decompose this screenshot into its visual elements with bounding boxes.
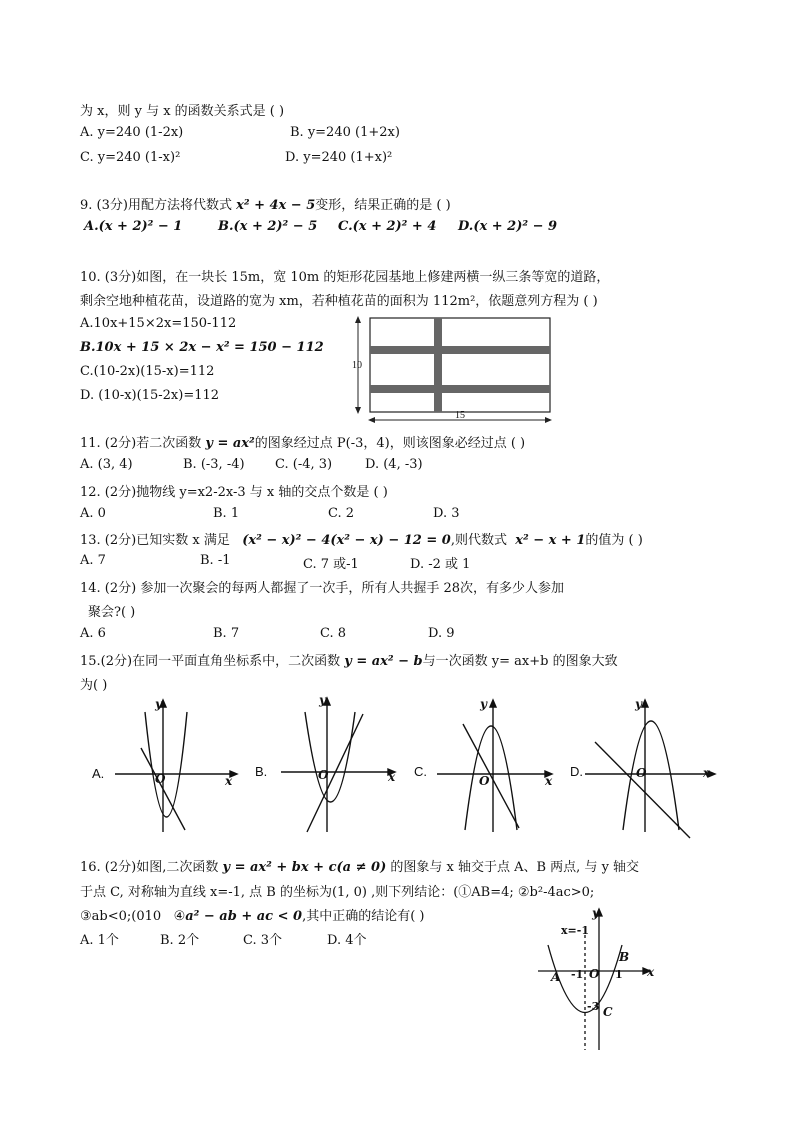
q10-option-a[interactable]: A.10x+15×2x=150-112 [80, 316, 237, 331]
q9-prefix: 9. (3分)用配方法将代数式 [80, 198, 232, 213]
q15-a-y-label: y [155, 697, 162, 711]
q16-line3-expr: a² − ab + ac < 0 [185, 909, 303, 924]
q15-label-b[interactable]: B. [255, 764, 268, 779]
q15-label-c[interactable]: C. [414, 764, 427, 779]
q9-option-c[interactable]: C.(x + 2)² + 4 [338, 219, 437, 234]
q15-prefix: 15.(2分)在同一平面直角坐标系中，二次函数 [80, 654, 341, 669]
q16-line3b: ④ [173, 909, 186, 924]
q8-option-b[interactable]: B. y=240 (1+2x) [290, 125, 400, 140]
q15-c-x-label: x [545, 774, 553, 788]
q13-option-b[interactable]: B. -1 [200, 553, 231, 568]
q16-neg1-label: -1 [571, 968, 584, 981]
garden-rect [370, 318, 550, 412]
q11-option-d[interactable]: D. (4, -3) [365, 457, 423, 472]
q16-one-label: 1 [615, 968, 623, 981]
q13-expr2: x² − x + 1 [515, 533, 586, 548]
q15-d-y-label: y [635, 697, 642, 711]
q10-garden-figure [348, 312, 558, 428]
q16-symmetry-label: x=-1 [561, 924, 589, 937]
q11-prefix: 11. (2分)若二次函数 [80, 436, 202, 451]
q10-option-b[interactable]: B.10x + 15 × 2x − x² = 150 − 112 [80, 340, 324, 355]
q11-option-a[interactable]: A. (3, 4) [80, 457, 133, 472]
graph-b-line [307, 714, 363, 832]
q12-option-d[interactable]: D. 3 [433, 506, 460, 521]
q9-expr: x² + 4x − 5 [236, 198, 316, 213]
q15-expr: y = ax² − b [344, 654, 423, 669]
q16-suffix: 的图象与 x 轴交于点 A、B 两点, 与 y 轴交 [390, 860, 640, 875]
q10-width-label: 15 [455, 410, 465, 421]
road-vertical [434, 318, 442, 412]
q13-stem [80, 529, 643, 548]
q15-a-origin: O [155, 772, 166, 786]
q8-option-c[interactable]: C. y=240 (1-x)² [80, 150, 181, 165]
q9-suffix: 变形，结果正确的是 ( ) [315, 198, 451, 213]
q16-option-d[interactable]: D. 4个 [327, 933, 367, 948]
q16-line3a: ③ab<0;(010 [80, 909, 162, 924]
graph-d [585, 700, 715, 838]
q15-label-a[interactable]: A. [92, 766, 105, 781]
q16-y-label: y [592, 906, 599, 920]
q16-point-b: B [619, 950, 630, 964]
q10-stem-line2: 剩余空地种植花苗，设道路的宽为 xm，若种植花苗的面积为 112m²，依题意列方程为 ( ) [80, 294, 598, 309]
q9-stem [80, 194, 451, 213]
q12-option-a[interactable]: A. 0 [80, 506, 106, 521]
q8-option-a[interactable]: A. y=240 (1-2x) [80, 125, 184, 140]
q15-c-origin: O [479, 774, 490, 788]
q14-option-c[interactable]: C. 8 [320, 626, 347, 641]
q15-b-origin: O [318, 768, 329, 782]
q16-x-label: x [647, 965, 655, 979]
q10-option-d[interactable]: D. (10-x)(15-2x)=112 [80, 388, 220, 403]
q16-point-c: C [603, 1005, 613, 1019]
q8-stem: 为 x，则 y 与 x 的函数关系式是 ( ) [80, 104, 285, 119]
q16-stem-line3 [80, 905, 425, 924]
road-horizontal-1 [370, 346, 550, 354]
q16-stem-line2: 于点 C, 对称轴为直线 x=-1, 点 B 的坐标为(1, 0) ,则下列结论：(①AB=4; ②b²-4ac>0; [80, 885, 595, 900]
q16-option-a[interactable]: A. 1个 [80, 933, 119, 948]
q14-option-d[interactable]: D. 9 [428, 626, 455, 641]
q13-option-c[interactable]: C. 7 或-1 [303, 557, 359, 572]
q9-option-d[interactable]: D.(x + 2)² − 9 [458, 219, 558, 234]
q16-neg3-label: -3 [587, 1000, 600, 1013]
graph-a [115, 700, 237, 832]
graph-c [437, 700, 552, 832]
q13-prefix: 13. (2分)已知实数 x 满足 [80, 533, 230, 548]
q10-option-c[interactable]: C.(10-2x)(15-x)=112 [80, 364, 215, 379]
road-horizontal-2 [370, 385, 550, 393]
graph-a-parabola [145, 712, 187, 817]
q16-option-b[interactable]: B. 2个 [160, 933, 200, 948]
q16-origin: O [589, 967, 600, 981]
q15-suffix: 与一次函数 y= ax+b 的图象大致 [422, 654, 618, 669]
q16-stem-line1 [80, 856, 639, 875]
q13-option-a[interactable]: A. 7 [80, 553, 106, 568]
q14-stem-line1: 14. (2分) 参加一次聚会的每两人都握了一次手，所有人共握手 28次，有多少人参加 [80, 581, 565, 596]
q15-a-x-label: x [225, 774, 233, 788]
q15-b-y-label: y [319, 693, 326, 707]
q14-option-b[interactable]: B. 7 [213, 626, 240, 641]
q16-line3c: ,其中正确的结论有( ) [302, 909, 425, 924]
q11-suffix: 的图象经过点 P(-3，4)，则该图象必经过点 ( ) [254, 436, 526, 451]
q11-option-b[interactable]: B. (-3, -4) [183, 457, 245, 472]
q9-option-b[interactable]: B.(x + 2)² − 5 [218, 219, 318, 234]
q16-point-a: A [551, 970, 561, 984]
q15-stem-line2: 为( ) [80, 678, 108, 693]
q15-label-d[interactable]: D. [570, 764, 583, 779]
graph-c-line [463, 724, 519, 828]
q13-expr1: (x² − x)² − 4(x² − x) − 12 = 0 [242, 533, 451, 548]
q12-option-c[interactable]: C. 2 [328, 506, 355, 521]
q11-stem [80, 432, 525, 451]
q11-option-c[interactable]: C. (-4, 3) [275, 457, 333, 472]
q16-expr: y = ax² + bx + c(a ≠ 0) [222, 860, 387, 875]
q14-stem-line2: 聚会?( ) [88, 605, 136, 620]
q15-d-origin: O [636, 766, 647, 780]
q15-c-y-label: y [480, 697, 487, 711]
q11-expr: y = ax² [205, 436, 255, 451]
q13-suffix: 的值为 ( ) [585, 533, 643, 548]
q12-option-b[interactable]: B. 1 [213, 506, 240, 521]
q15-graphs [85, 692, 725, 842]
graph-b [281, 698, 395, 832]
q8-option-d[interactable]: D. y=240 (1+x)² [285, 150, 393, 165]
q16-option-c[interactable]: C. 3个 [243, 933, 283, 948]
q16-prefix: 16. (2分)如图,二次函数 [80, 860, 219, 875]
q13-mid: ,则代数式 [450, 533, 507, 548]
q15-b-x-label: x [388, 770, 396, 784]
graph-d-line [595, 742, 690, 838]
graph-d-parabola [623, 721, 679, 830]
q15-d-x-label: x [703, 766, 711, 780]
q9-option-a[interactable]: A.(x + 2)² − 1 [84, 219, 183, 234]
q13-option-d[interactable]: D. -2 或 1 [410, 557, 471, 572]
q10-stem-line1: 10. (3分)如图，在一块长 15m，宽 10m 的矩形花园基地上修建两横一纵三条等宽的道路， [80, 270, 610, 285]
graph-b-parabola [305, 712, 355, 802]
q14-option-a[interactable]: A. 6 [80, 626, 106, 641]
q12-stem: 12. (2分)抛物线 y=x2-2x-3 与 x 轴的交点个数是 ( ) [80, 485, 388, 500]
q10-height-label: 10 [352, 360, 362, 371]
q15-stem [80, 650, 618, 669]
